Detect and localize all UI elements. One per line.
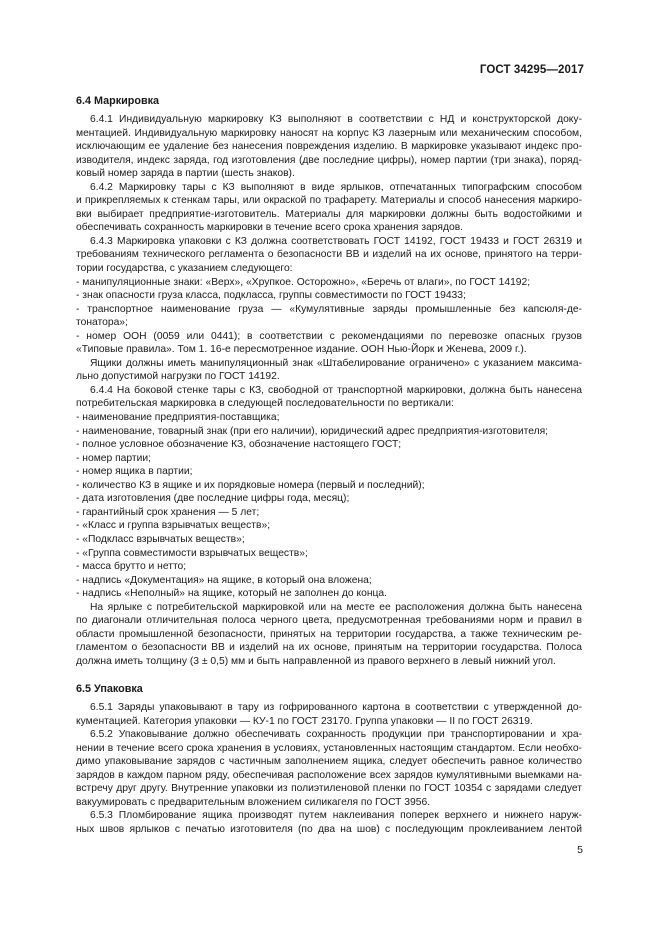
list-item: - номер ООН (0059 или 0441); в соответствии с рекомендациями по перевозке опасных грузов	[76, 330, 582, 342]
text-line: зарядов в каждом парном ряду, обеспечивая расположение всех зарядов кумулятивными выемками на-	[76, 769, 582, 781]
list-item: - наименование, товарный знак (при его наличии), юридический адрес предприятия-изготовителя;	[76, 425, 549, 437]
text-line: «Типовые правила». Том 1. 16-е пересмотренное издание. ООН Нью-Йорк и Женева, 2009 г.).	[76, 344, 527, 356]
list-item: - манипуляционные знаки: «Верх», «Хрупкое. Осторожно», «Беречь от влаги», по ГОСТ 14192;	[76, 276, 531, 288]
text-line: 6.5.1 Заряды упаковывают в тару из гофрированного картона в соответствии с утвержденной до-	[90, 702, 582, 713]
text-line: 6.4.1 Индивидуальную маркировку КЗ выполняют в соответствии с НД и конструкторской доку-	[90, 114, 582, 125]
text-line: 6.5.2 Упаковывание должно обеспечивать сохранность продукции при транспортировании и хра-	[90, 729, 582, 741]
list-item: - дата изготовления (две последние цифры года, месяц);	[76, 493, 350, 505]
list-item: - масса брутто и нетто;	[76, 561, 187, 573]
section-heading-6-4: 6.4 Маркировка	[76, 95, 160, 107]
list-item: - надпись «Неполный» на ящике, который не заполнен до конца.	[76, 588, 388, 600]
text-line: потребительская маркировка в следующей последовательности по вертикали:	[76, 398, 454, 410]
text-line: кументацией. Категория упаковки — КУ-1 по ГОСТ 23170. Группа упаковки — II по ГОСТ 26319.	[76, 715, 533, 727]
list-item: - номер ящика в партии;	[76, 466, 193, 478]
text-line: димо упаковывание зарядов с частичным заполнением ящика, следует обеспечить равное количество	[76, 756, 582, 768]
text-line: требованиям технического регламента о безопасности ВВ и изделий на их основе, принятого на терри-	[76, 249, 582, 261]
text-line: встречу друг другу. Внутренние упаковки из полиэтиленовой пленки по ГОСТ 10354 с зарядами следует	[76, 783, 582, 795]
list-item: - «Подкласс взрывчатых веществ»;	[76, 533, 245, 545]
text-line: Ящики должны иметь манипуляционный знак «Штабелирование ограничено» с указанием максима-	[90, 357, 582, 369]
text-line: должна иметь толщину (3 ± 0,5) мм и быть направленной из правого верхнего в левый нижний угол.	[76, 655, 556, 667]
list-item: - количество КЗ в ящике и их порядковые номера (первый и последний);	[76, 479, 425, 491]
text-line: вакуумировать с предварительным вложением силикагеля по ГОСТ 3956.	[76, 796, 431, 808]
text-line: 6.4.4 На боковой стенке тары с КЗ, свободной от транспортной маркировки, должна быть нанесена	[90, 384, 582, 396]
text-line: ментацией. Индивидуальную маркировку наносят на корпус КЗ лазерным или механическим способом,	[76, 127, 582, 139]
text-line: исключающим ее удаление без нанесения повреждения изделию. В маркировке указывают индекс про-	[76, 141, 582, 153]
list-item: - знак опасности груза класса, подкласса, группы совместимости по ГОСТ 19433;	[76, 290, 466, 302]
list-item: - полное условное обозначение КЗ, обозначение настоящего ГОСТ;	[76, 439, 402, 451]
list-item: тонатора»;	[76, 317, 128, 329]
text-line: тории государства, с указанием следующего:	[76, 263, 293, 275]
list-item: - надпись «Документация» на ящике, в который она вложена;	[76, 574, 372, 586]
text-line: и прикрепляемых к стенкам тары, или окраской по трафарету. Материалы и способ нанесения маркиро-	[76, 195, 582, 207]
list-item: - «Класс и группа взрывчатых веществ»;	[76, 520, 271, 532]
section-6-5-body	[76, 701, 582, 836]
text-line: области промышленной безопасности, принятых на территории государства, а также техническим ре-	[76, 628, 582, 640]
list-item: - гарантийный срок хранения — 5 лет;	[76, 506, 260, 518]
text-line: 6.5.3 Пломбирование ящика производят путем наклеивания поперек верхнего и нижнего наруж-	[90, 810, 582, 822]
section-heading-6-5: 6.5 Упаковка	[76, 683, 143, 695]
list-item: - номер партии;	[76, 452, 151, 464]
text-line: ных швов ярлыков с печатью изготовителя (по два на шов) с последующим проклеиванием лентой	[76, 823, 582, 835]
list-item: - транспортное наименование груза — «Кумулятивные заряды промышленные без капсюля-де-	[76, 303, 582, 315]
list-item: - «Группа совместимости взрывчатых веществ»;	[76, 547, 308, 559]
page-number: 5	[577, 844, 583, 856]
text-line: изводителя, индекс заряда, год изготовления (две последние цифры), номер партии (три знака), поряд-	[76, 154, 582, 166]
text-line: по диагонали отличительная полоса черного цвета, предусмотренная требованиями норм и правил в	[76, 615, 582, 627]
text-line: гламентом о безопасности ВВ и изделий на их основе, принятым на территории государства. Полоса	[76, 642, 582, 654]
text-line: ковый номер заряда в партии (шесть знаков).	[76, 168, 295, 180]
text-line: 6.4.2 Маркировку тары с КЗ выполняют в виде ярлыков, отпечатанных типографским способом	[90, 181, 582, 193]
section-6-4-body	[76, 113, 582, 668]
text-line: обеспечивать сохранность маркировки в течение всего срока хранения зарядов.	[76, 222, 464, 234]
document-header: ГОСТ 34295—2017	[479, 64, 584, 76]
list-item: - наименование предприятия-поставщика;	[76, 412, 280, 424]
text-line: вки выбирает предприятие-изготовитель. Материалы для маркировки должны быть водостойкими и	[76, 208, 582, 220]
text-line: 6.4.3 Маркировка упаковки с КЗ должна соответствовать ГОСТ 14192, ГОСТ 19433 и ГОСТ 26319 и	[90, 235, 582, 247]
text-line: На ярлыке с потребительской маркировкой или на месте ее расположения должна быть нанесена	[90, 601, 582, 613]
text-line: льно допустимой нагрузки по ГОСТ 14192.	[76, 371, 280, 383]
text-line: нении в течение всего срока хранения в условиях, установленных настоящим стандартом. Если необхо-	[76, 742, 582, 754]
